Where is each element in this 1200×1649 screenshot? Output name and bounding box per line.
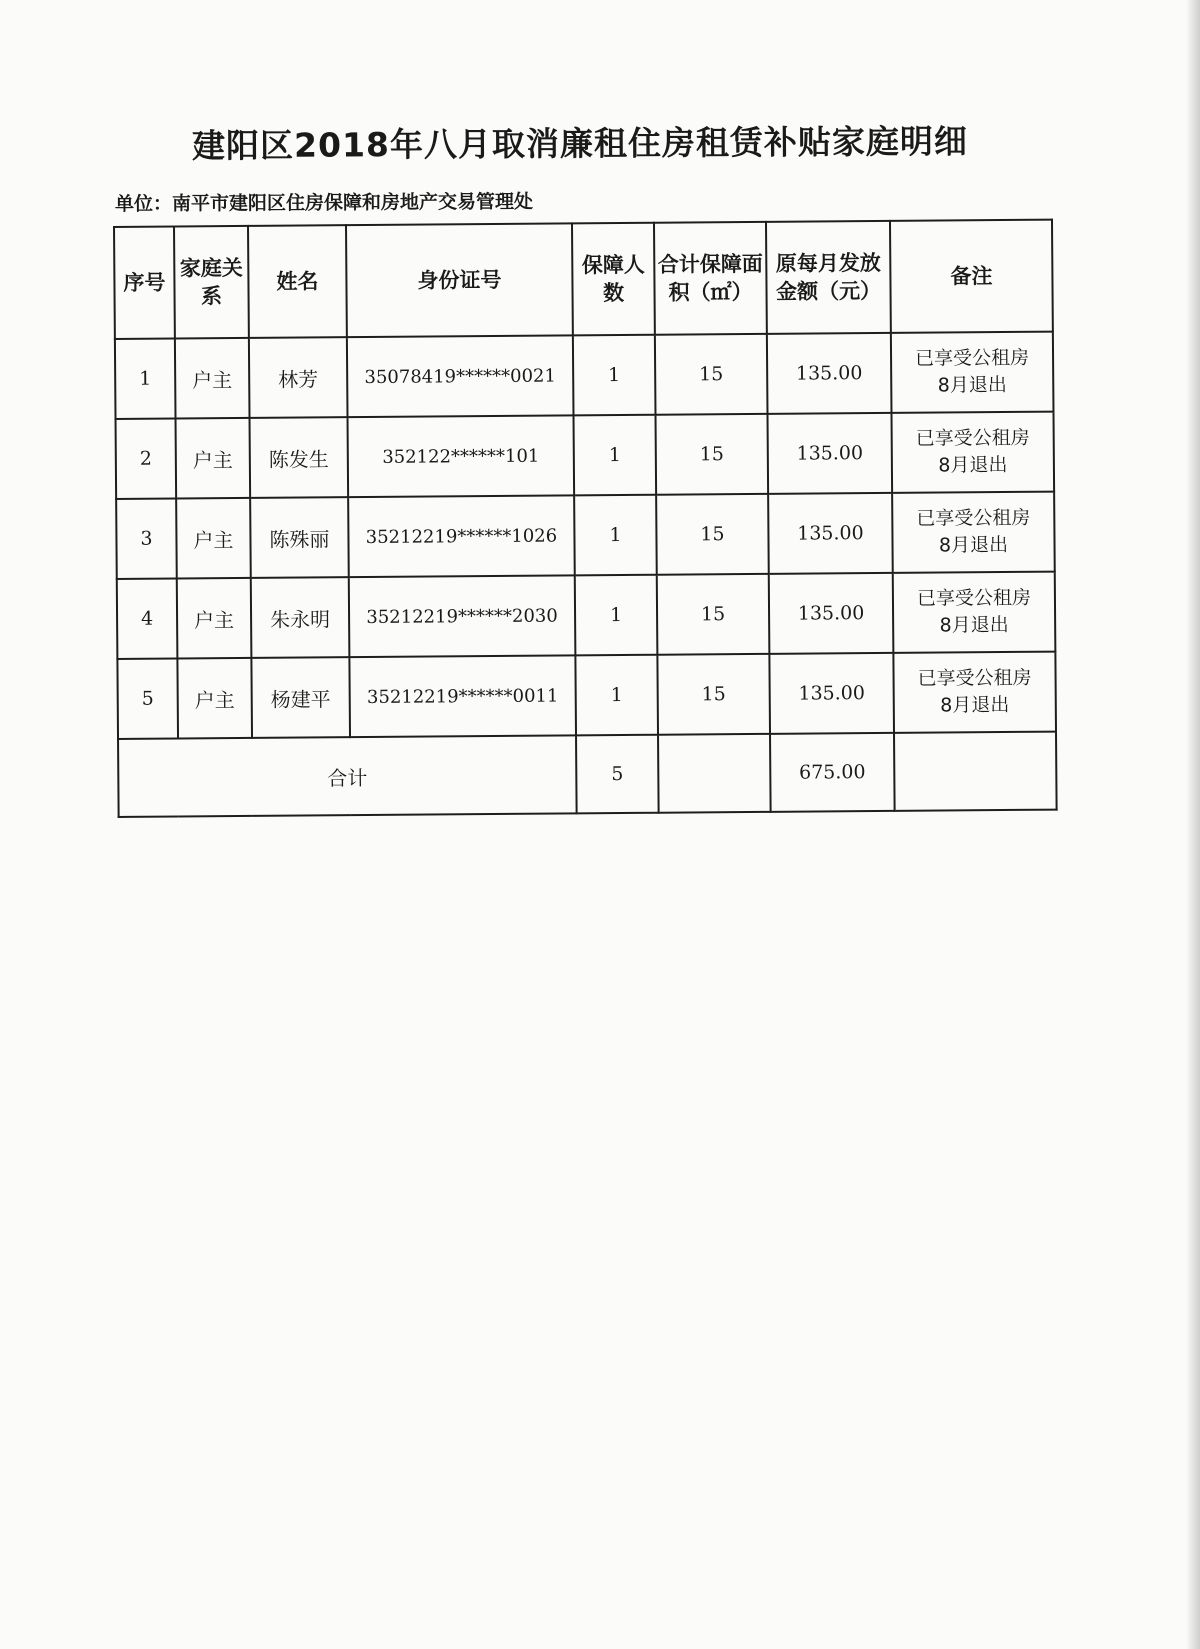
total-persons: 5 [576,735,659,814]
total-amount: 675.00 [770,733,895,812]
table-header-row [114,220,1053,339]
header-seq: 序号 [114,227,175,339]
cell-remark [891,332,1054,413]
cell-relation: 户主 [177,658,252,739]
table-row [116,412,1055,499]
total-area [658,734,771,813]
cell-seq: 2 [116,419,177,499]
scan-edge-shadow [1186,0,1200,1649]
cell-remark [891,412,1054,493]
cell-id-number: 352122******101 [348,415,575,497]
remark-line-2: 8月退出 [938,533,1009,557]
cell-area: 15 [655,414,768,495]
cell-id-number: 35078419******0021 [347,335,574,417]
cell-name: 杨建平 [251,657,350,738]
cell-persons: 1 [575,575,658,656]
cell-persons: 1 [573,335,656,416]
cell-id-number: 35212219******2030 [349,575,576,657]
table-row [116,492,1055,579]
cell-id-number: 35212219******1026 [348,495,575,577]
cell-id-number: 35212219******0011 [349,655,576,737]
table-row [117,572,1056,659]
table-row [117,652,1056,739]
cell-name: 陈发生 [250,417,349,498]
header-name: 姓名 [248,225,347,338]
cell-persons: 1 [575,655,658,736]
header-remark: 备注 [890,220,1053,333]
remark-line-2: 8月退出 [939,613,1009,637]
total-row [118,732,1057,817]
cell-amount: 135.00 [769,573,894,654]
total-remark [894,732,1057,811]
cell-area: 15 [657,654,770,735]
remark-line-1: 已享受公租房 [915,426,1030,450]
cell-seq: 5 [117,659,178,739]
cell-relation: 户主 [175,338,250,419]
cell-area: 15 [656,494,769,575]
detail-table [113,219,1058,818]
remark-line-2: 8月退出 [940,693,1010,717]
header-id-number: 身份证号 [346,223,573,337]
header-amount: 原每月发放金额（元） [766,221,891,334]
cell-remark [893,572,1056,653]
remark-line-2: 8月退出 [937,373,1007,397]
remark-line-1: 已享受公租房 [914,346,1030,370]
detail-table-container [113,219,1056,818]
cell-name: 陈殊丽 [250,497,349,578]
cell-area: 15 [655,334,768,415]
header-persons: 保障人数 [572,223,655,336]
cell-relation: 户主 [177,578,252,659]
total-label: 合计 [118,735,577,817]
cell-persons: 1 [574,495,657,576]
cell-relation: 户主 [176,418,251,499]
remark-line-1: 已享受公租房 [916,506,1031,530]
cell-relation: 户主 [176,498,251,579]
document-title: 建阳区2018年八月取消廉租住房租赁补贴家庭明细 [191,121,969,166]
cell-area: 15 [657,574,770,655]
cell-remark [892,492,1055,573]
cell-amount: 135.00 [768,493,893,574]
cell-seq: 3 [116,499,177,579]
cell-remark [893,652,1056,733]
cell-seq: 1 [115,339,176,419]
cell-amount: 135.00 [769,653,894,734]
cell-amount: 135.00 [767,333,892,414]
remark-line-1: 已享受公租房 [917,666,1032,690]
cell-persons: 1 [574,415,657,496]
table-row [115,332,1054,419]
remark-line-2: 8月退出 [938,453,1008,477]
cell-amount: 135.00 [767,413,892,494]
cell-seq: 4 [117,579,178,659]
remark-line-1: 已享受公租房 [916,586,1032,610]
issuing-unit: 单位：南平市建阳区住房保障和房地产交易管理处 [114,190,534,216]
cell-name: 林芳 [249,337,348,418]
cell-name: 朱永明 [251,577,350,658]
header-area: 合计保障面积（㎡） [654,222,767,335]
header-relation: 家庭关系 [174,226,249,339]
